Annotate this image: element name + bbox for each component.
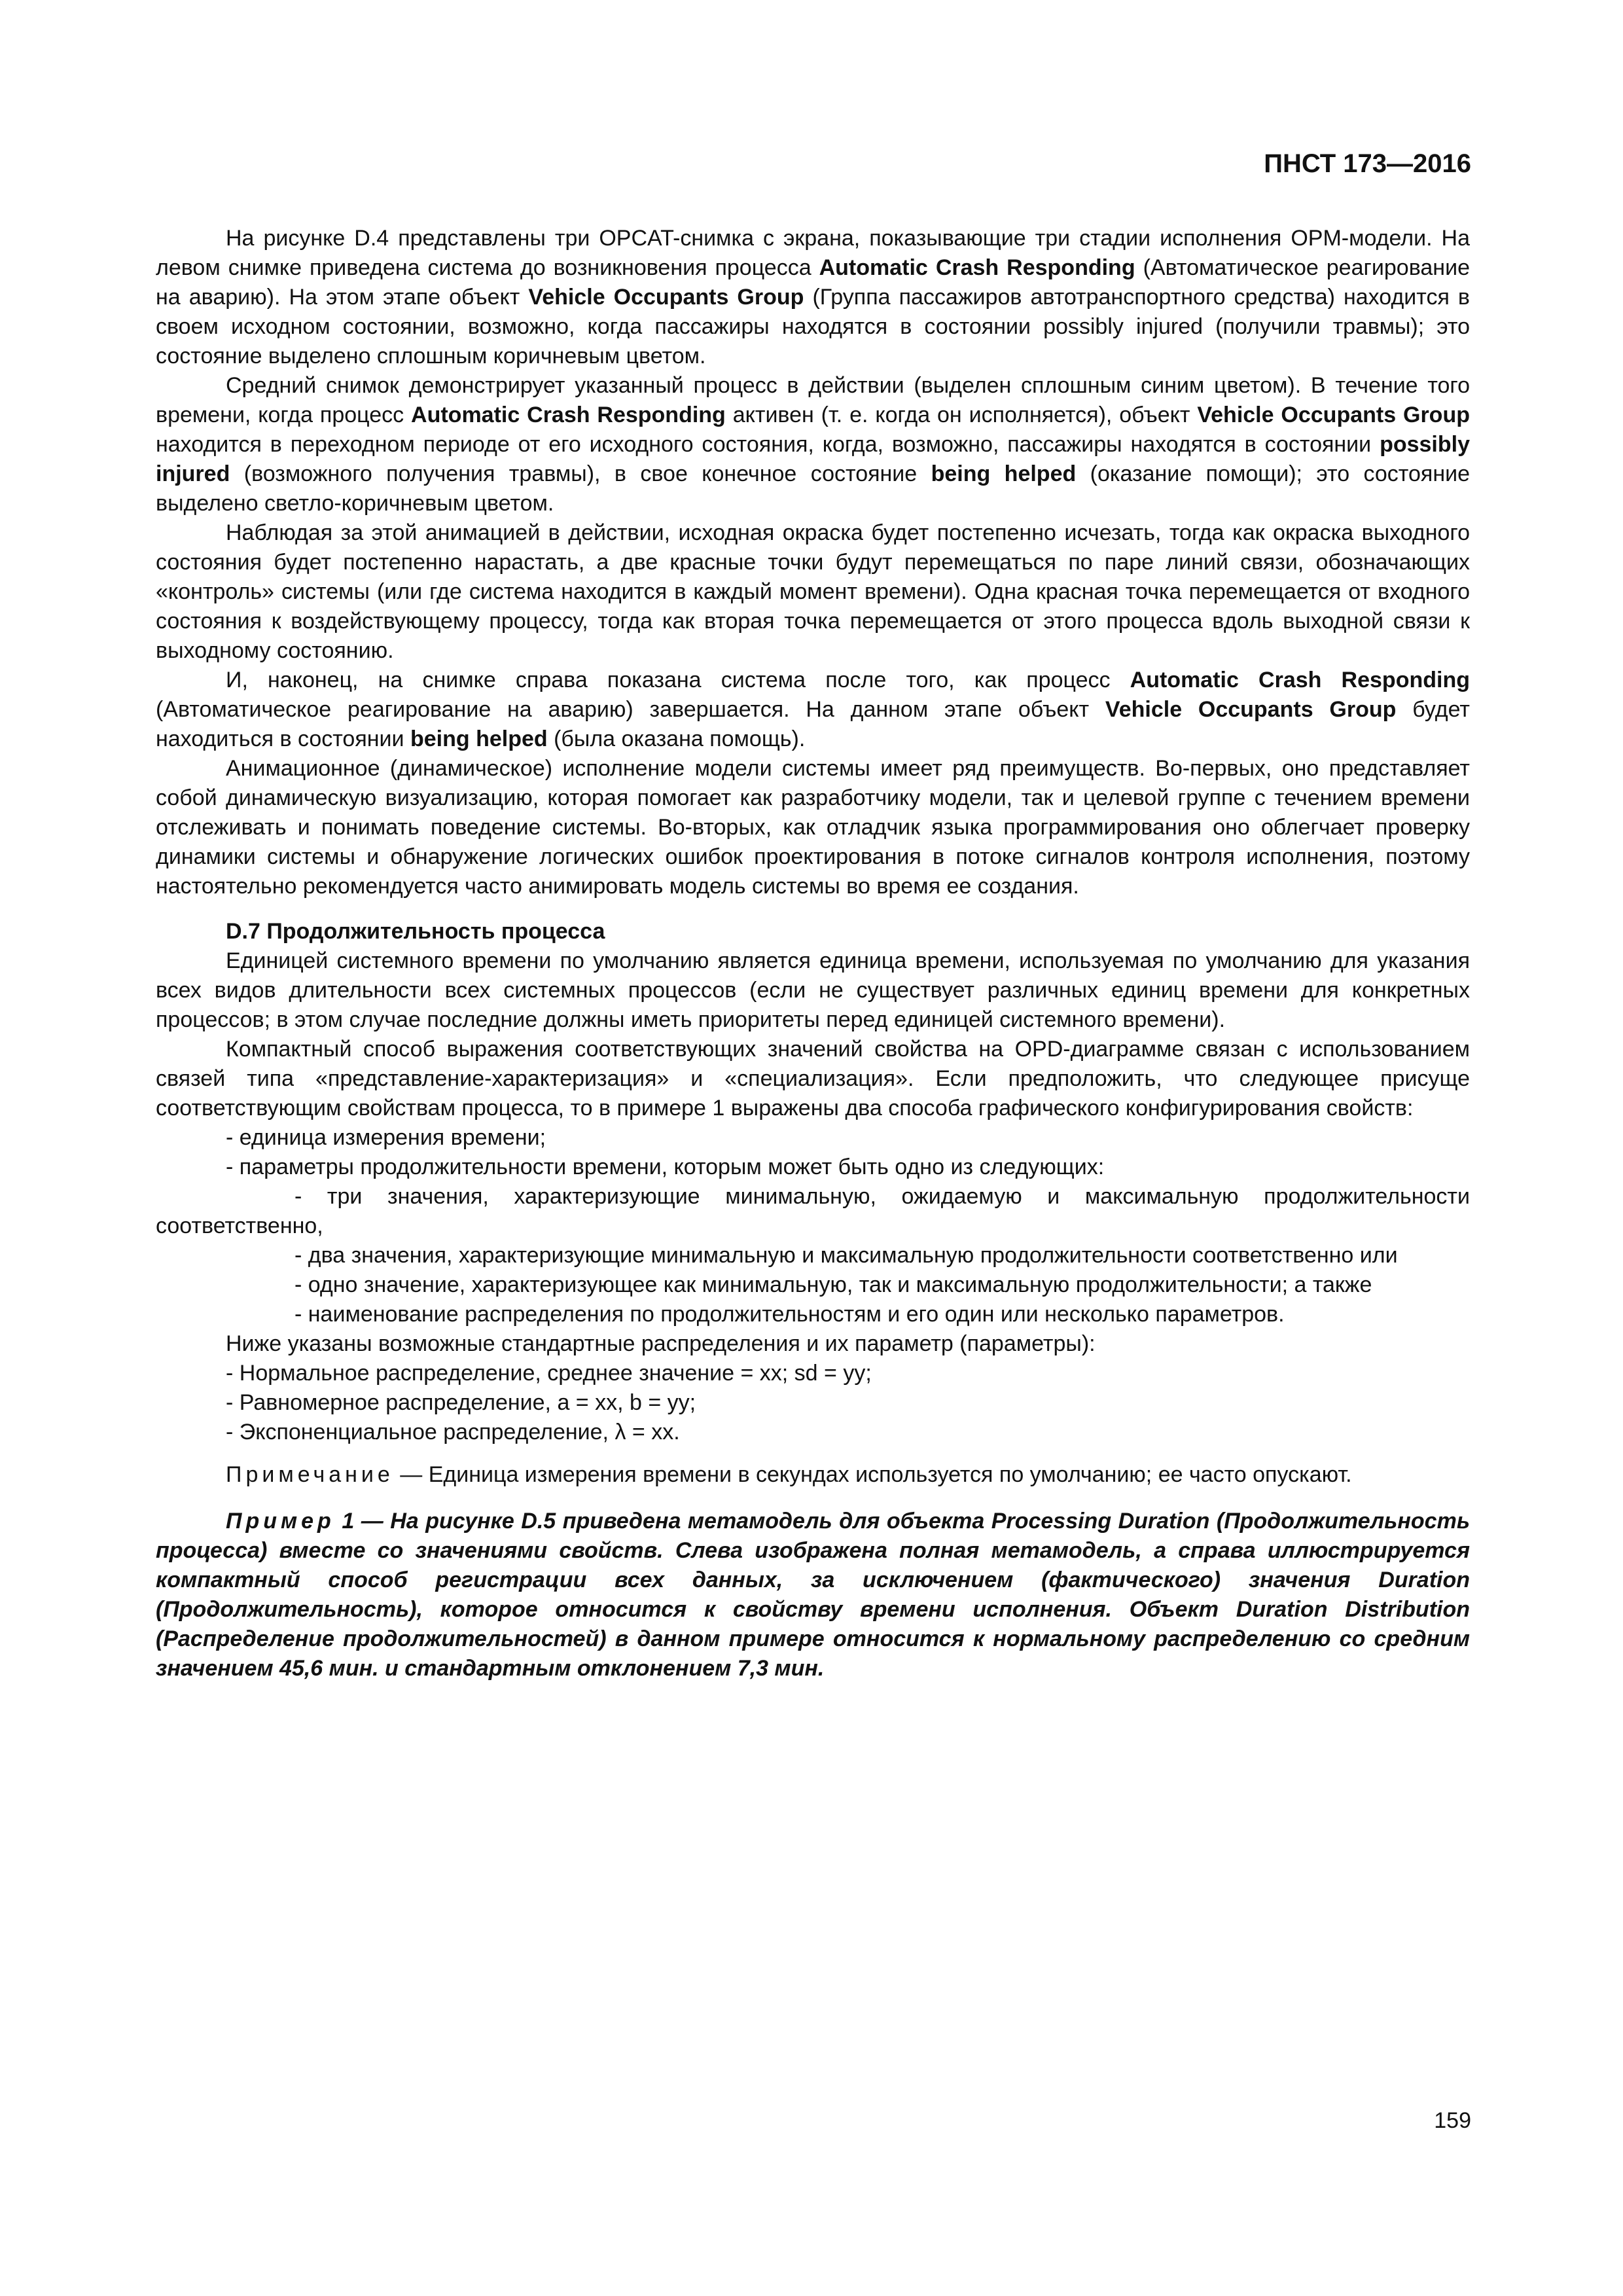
paragraph-middle-snapshot: [156, 371, 1470, 518]
sub-list-item: - два значения, характеризующие минимальную и максимальную продолжительности соответственно или: [294, 1243, 1398, 1268]
distribution-item: - Нормальное распределение, среднее значение = xx; sd = yy;: [226, 1361, 872, 1386]
sub-list-item: - наименование распределения по продолжительностям и его один или несколько параметров.: [294, 1302, 1285, 1327]
term-bold: Vehicle Occupants Group: [528, 285, 804, 310]
text-run: (Автоматическое реагирование на аварию) завершается. На данном этапе объект: [156, 697, 1105, 722]
example-text: 1 — На рисунке D.5 приведена метамодель для объекта Processing Duration (Продолжительность процесса) вместе со значениями свойств. Слева изображена полная метамодель, а справа иллюстрируется компактный способ регистрации всех данных, за исключением (фактического) значения Duration (Продолжительность), которое относится к свойству времени исполнения. Объект Duration Distribution (Распределение продолжительностей) в данном примере относится к нормальному распределению со средним значением 45,6 мин. и стандартным отклонением 7,3 мин.: [156, 1509, 1470, 1681]
distribution-item: - Равномерное распределение, a = xx, b = yy;: [226, 1390, 696, 1415]
page-number: 159: [1434, 2108, 1471, 2133]
section-heading: D.7 Продолжительность процесса: [226, 919, 605, 944]
text-run: активен (т. е. когда он исполняется), объект: [725, 403, 1198, 427]
paragraph-animation: Наблюдая за этой анимацией в действии, исходная окраска будет постепенно исчезать, тогда как окраска выходного состояния будет постепенно нарастать, а две красные точки будут перемещаться по паре линий связи, обозначающих «контроль» системы (или где система находится в каждый момент времени). Одна красная точка перемещается от входного состояния к воздействующему процессу, тогда как вторая точка перемещается от этого процесса вдоль выходной связи к выходному состоянию.: [156, 520, 1470, 663]
term-bold: Automatic Crash Responding: [411, 403, 726, 427]
term-bold: possibly injured: [156, 432, 1470, 486]
note-text: — Единица измерения времени в секундах используется по умолчанию; ее часто опускают.: [393, 1462, 1352, 1487]
term-bold: Vehicle Occupants Group: [1105, 697, 1397, 722]
paragraph-d4-figure: [156, 224, 1470, 371]
term-bold: being helped: [410, 726, 548, 751]
text-run: (Автоматическое реагирование на аварию). На этом этапе объект: [156, 255, 1470, 310]
term-bold: Vehicle Occupants Group: [1197, 403, 1470, 427]
sub-list-item: - одно значение, характеризующее как минимальную, так и максимальную продолжительности; а также: [294, 1272, 1372, 1297]
text-run: (возможного получения травмы), в свое конечное состояние: [230, 461, 931, 486]
list-item: - параметры продолжительности времени, которым может быть одно из следующих:: [226, 1155, 1105, 1179]
distribution-item: - Экспоненциальное распределение, λ = xx.: [226, 1420, 680, 1444]
list-item: - единица измерения времени;: [226, 1125, 546, 1150]
example: [156, 1507, 1470, 1683]
note-label: Примечание: [226, 1462, 394, 1487]
document-id: ПНСТ 173—2016: [1264, 149, 1471, 178]
text-run: (оказание помощи); это состояние выделено светло-коричневым цветом.: [156, 461, 1470, 516]
paragraph-advantages: Анимационное (динамическое) исполнение модели системы имеет ряд преимуществ. Во-первых, оно представляет собой динамическую визуализацию, которая помогает как разработчику модели, так и целевой группе с течением времени отслеживать и понимать поведение системы. Во-вторых, как отладчик языка программирования оно облегчает проверку динамики системы и обнаружение логических ошибок проектирования в потоке сигналов контроля исполнения, поэтому настоятельно рекомендуется часто анимировать модель системы во время ее создания.: [156, 756, 1470, 899]
text-run: (Группа пассажиров автотранспортного средства) находится в своем исходном состоянии, возможно, когда пассажиры находятся в состоянии possibly injured (получили травмы); это состояние выделено сплошным коричневым цветом.: [156, 285, 1470, 368]
sub-list-item: - три значения, характеризующие минимальную, ожидаемую и максимальную продолжительности соответственно,: [156, 1184, 1470, 1238]
paragraph-system-time: Единицей системного времени по умолчанию является единица времени, используемая по умолчанию для указания всех видов длительности всех системных процессов (если не существует различных единиц времени для конкретных процессов; в этом случае последние должны иметь приоритеты перед единицей системного времени).: [156, 948, 1470, 1032]
term-bold: Automatic Crash Responding: [1130, 668, 1470, 692]
example-label: Пример: [226, 1509, 335, 1534]
term-bold: Automatic Crash Responding: [819, 255, 1135, 280]
note: [156, 1460, 1470, 1490]
page-body: [156, 224, 1470, 1683]
text-run: Средний снимок демонстрирует указанный процесс в действии (выделен сплошным синим цветом). В течение того времени, когда процесс: [156, 373, 1470, 427]
term-bold: being helped: [931, 461, 1077, 486]
text-run: (была оказана помощь).: [547, 726, 806, 751]
paragraph-compact-method: Компактный способ выражения соответствующих значений свойства на OPD-диаграмме связан с использованием связей типа «представление-характеризация» и «специализация». Если предположить, что следующее присуще соответствующим свойствам процесса, то в примере 1 выражены два способа графического конфигурирования свойств:: [156, 1037, 1470, 1121]
text-run: И, наконец, на снимке справа показана система после того, как процесс: [226, 668, 1130, 692]
distributions-intro: Ниже указаны возможные стандартные распределения и их параметр (параметры):: [226, 1331, 1096, 1356]
text-run: будет находиться в состоянии: [156, 697, 1470, 751]
paragraph-right-snapshot: [156, 666, 1470, 754]
text-run: На рисунке D.4 представлены три OPCAT-снимка с экрана, показывающие три стадии исполнения OPM-модели. На левом снимке приведена система до возникновения процесса: [156, 226, 1470, 280]
text-run: находится в переходном периоде от его исходного состояния, когда, возможно, пассажиры находятся в состоянии: [156, 432, 1380, 457]
